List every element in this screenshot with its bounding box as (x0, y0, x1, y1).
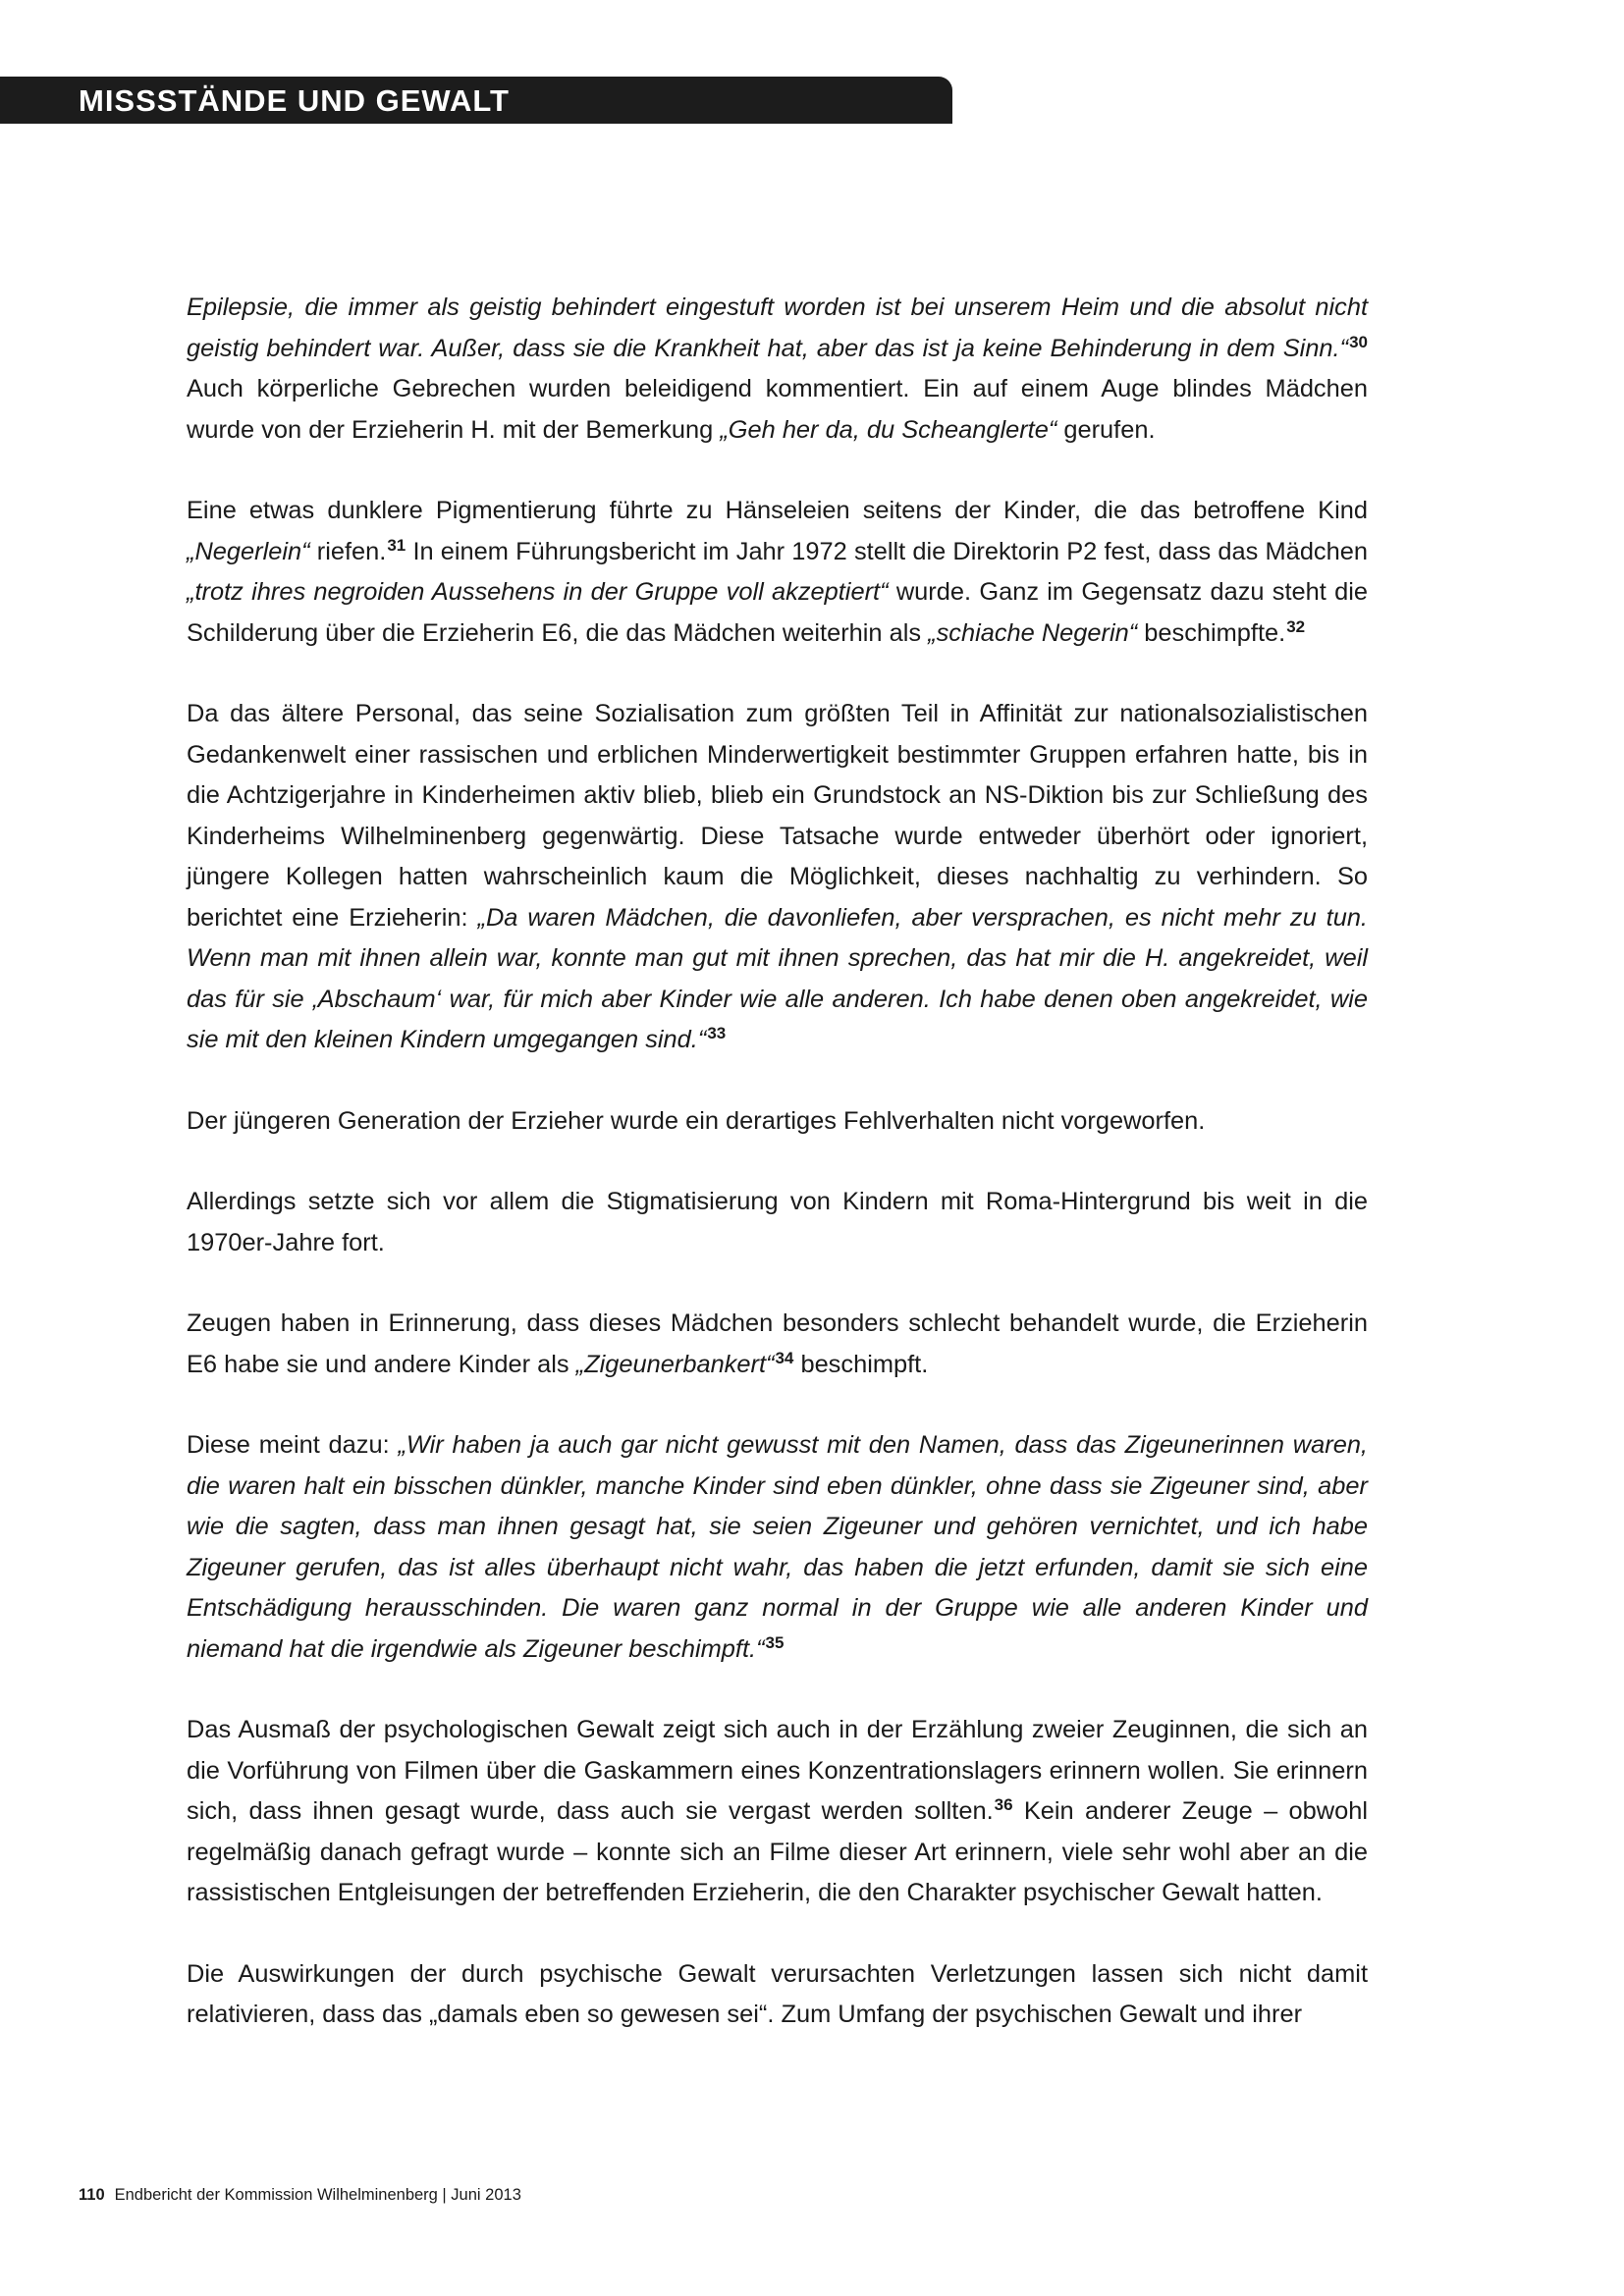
paragraph-1 (187, 288, 1368, 451)
body-text (187, 288, 1368, 2076)
section-title: MISSSTÄNDE UND GEWALT (79, 83, 510, 118)
paragraph-2 (187, 491, 1368, 654)
footnote-ref-35[interactable]: 35 (765, 1632, 785, 1652)
footnote-ref-36[interactable]: 36 (994, 1795, 1013, 1814)
text-run: Das Ausmaß der psychologischen Gewalt zeigt sich auch in der Erzählung zweier Zeuginnen, die sich an die Vorführung von Filmen über die Gaskammern eines Konzentrationslagers erinnern wollen. Sie erinnern sich, dass ihnen gesagt wurde, dass auch sie vergast werden sollten. (187, 1716, 1368, 1825)
footnote-ref-34[interactable]: 34 (775, 1348, 794, 1367)
footnote-ref-33[interactable]: 33 (707, 1024, 727, 1042)
text-run: Allerdings setzte sich vor allem die Stigmatisierung von Kindern mit Roma-Hintergrund bis weit in die 1970er-Jahre fort. (187, 1188, 1368, 1256)
quote: „Zigeunerbankert“ (575, 1350, 775, 1378)
paragraph-8 (187, 1710, 1368, 1914)
paragraph-4 (187, 1101, 1368, 1143)
text-run: Zeugen haben in Erinnerung, dass dieses Mädchen besonders schlecht behandelt wurde, die Erzieherin E6 habe sie und andere Kinder als (187, 1309, 1368, 1378)
text-run: Kein anderer Zeuge – obwohl regelmäßig danach gefragt wurde – konnte sich an Filme dieser Art erinnern, viele sehr wohl aber an die rassistischen Entgleisungen der betreffenden Erzieherin, die den Charakter psychischer Gewalt hatten. (187, 1797, 1368, 1906)
quote: „trotz ihres negroiden Aussehens in der Gruppe voll akzeptiert“ (187, 578, 889, 606)
text-run: gerufen. (1056, 415, 1156, 444)
paragraph-5 (187, 1182, 1368, 1263)
footer-text: Endbericht der Kommission Wilhelminenberg | Juni 2013 (114, 2186, 521, 2204)
quote: „Wir haben ja auch gar nicht gewusst mit den Namen, dass das Zigeunerinnen waren, die waren halt ein bisschen dünkler, manche Kinder sind eben dünkler, ohne dass sie Zigeuner sind, aber wie die sagten, dass man ihnen gesagt hat, sie seien Zigeuner und gehören vernichtet, und ich habe Zigeuner gerufen, das ist alles überhaupt nicht wahr, das haben die jetzt erfunden, damit sie sich eine Entschädigung herausschinden. Die waren ganz normal in der Gruppe wie alle anderen Kinder und niemand hat die irgendwie als Zigeuner beschimpft.“ (187, 1431, 1368, 1663)
text-run: beschimpft. (793, 1350, 929, 1378)
paragraph-3 (187, 694, 1368, 1061)
section-header-bar (0, 77, 952, 124)
quote: „Da waren Mädchen, die davonliefen, aber versprachen, es nicht mehr zu tun. Wenn man mit ihnen allein war, konnte man gut mit ihnen sprechen, das hat mir die H. angekreidet, weil das für sie ‚Abschaum‘ war, für mich aber Kinder wie alle anderen. Ich habe denen oben angekreidet, wie sie mit den kleinen Kindern umgegangen sind.“ (187, 903, 1368, 1053)
text-run: Eine etwas dunklere Pigmentierung führte zu Hänseleien seitens der Kinder, die das betroffene Kind (187, 497, 1368, 524)
footnote-ref-32[interactable]: 32 (1286, 616, 1306, 636)
quote: „schiache Negerin“ (928, 618, 1138, 647)
paragraph-7 (187, 1425, 1368, 1670)
paragraph-6 (187, 1304, 1368, 1385)
quote: „Geh her da, du Scheanglerte“ (720, 415, 1057, 444)
text-run: wurde. Ganz im Gegensatz dazu steht die Schilderung über die Erzieherin E6, die das Mädchen weiterhin als (187, 578, 1368, 647)
page-number: 110 (79, 2186, 105, 2204)
footnote-ref-30[interactable]: 30 (1349, 332, 1368, 351)
text-run: Da das ältere Personal, das seine Sozialisation zum größten Teil in Affinität zur nationalsozialistischen Gedankenwelt einer rassischen und erblichen Minderwertigkeit bestimmter Gruppen erfahren hatte, bis in die Achtzigerjahre in Kinderheimen aktiv blieb, blieb ein Grundstock an NS-Diktion bis zur Schließung des Kinderheims Wilhelminenberg gegenwärtig. Diese Tatsache wurde entweder überhört oder ignoriert, jüngere Kollegen hatten wahrscheinlich kaum die Möglichkeit, dieses nachhaltig zu verhindern. So berichtet eine Erzieherin: (187, 700, 1368, 932)
text-run: In einem Führungsbericht im Jahr 1972 stellt die Direktorin P2 fest, dass das Mädchen (406, 537, 1368, 565)
quote: „Negerlein“ (187, 537, 310, 565)
text-run: Diese meint dazu: (187, 1431, 399, 1459)
page-footer (79, 2186, 521, 2205)
text-run: riefen. (309, 537, 387, 565)
text-run: Der jüngeren Generation der Erzieher wurde ein derartiges Fehlverhalten nicht vorgeworfen. (187, 1106, 1206, 1135)
text-run: Auch körperliche Gebrechen wurden beleidigend kommentiert. Ein auf einem Auge blindes Mädchen wurde von der Erzieherin H. mit der Bemerkung (187, 375, 1368, 444)
text-run: beschimpfte. (1137, 618, 1286, 647)
quote: Epilepsie, die immer als geistig behindert eingestuft worden ist bei unserem Heim und die absolut nicht geistig behindert war. Außer, dass sie die Krankheit hat, aber das ist ja keine Behinderung in dem Sinn.“ (187, 294, 1368, 362)
text-run: Die Auswirkungen der durch psychische Gewalt verursachten Verletzungen lassen sich nicht damit relativieren, dass das „damals eben so gewesen sei“. Zum Umfang der psychischen Gewalt und ihrer (187, 1959, 1368, 2028)
footnote-ref-31[interactable]: 31 (387, 535, 406, 555)
paragraph-9 (187, 1954, 1368, 2036)
